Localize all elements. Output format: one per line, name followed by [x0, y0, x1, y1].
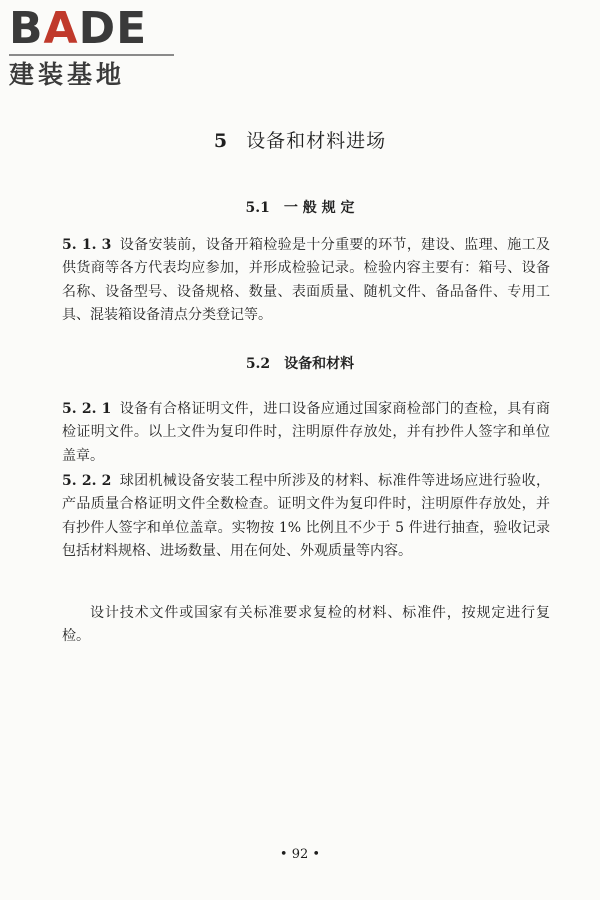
logo-divider: [9, 54, 174, 56]
clause-text: 球团机械设备安装工程中所涉及的材料、标准件等进场应进行验收，产品质量合格证明文件全数检查。证明文件为复印件时，注明原件存放处，并有抄件人签字和单位盖章。实物按 1% 比例且不少于 5 件进行抽查，验收记录包括材料规格、进场数量、用在何处、外观质量等内容。: [62, 473, 550, 560]
page-number-value: 92: [291, 847, 309, 862]
clause-number: 5. 2. 2: [62, 473, 112, 489]
page-number: • 92 •: [279, 847, 321, 862]
clause-text: 设备有合格证明文件，进口设备应通过国家商检部门的查检，具有商检证明文件。以上文件为复印件时，注明原件存放处，并有抄件人签字和单位盖章。: [62, 401, 550, 464]
section-number: 5.1: [245, 200, 270, 216]
section-number: 5.2: [245, 356, 271, 372]
section-title-text: 设备和材料: [284, 356, 355, 372]
clause-5-1-3: [62, 234, 550, 328]
brand-logo: [9, 4, 179, 92]
chapter-title: [0, 128, 600, 154]
section-title-5-1: [0, 198, 600, 218]
chapter-number: 5: [213, 130, 229, 152]
clause-5-2-2: [62, 470, 550, 564]
logo-wordmark: BADE: [9, 3, 148, 54]
clause-number: 5. 2. 1: [62, 401, 112, 417]
chapter-title-text: 设备和材料进场: [246, 130, 387, 152]
section-title-text: 一 般 规 定: [283, 200, 355, 216]
logo-accent-letter: A: [43, 3, 79, 54]
clause-number: 5. 1. 3: [62, 237, 112, 253]
logo-subtitle: 建装基地: [9, 60, 126, 89]
clause-5-2-1: [62, 398, 550, 468]
clause-text: 设备安装前，设备开箱检验是十分重要的环节，建设、监理、施工及供货商等各方代表均应参加，并形成检验记录。检验内容主要有：箱号、设备名称、设备型号、设备规格、数量、表面质量、随机文件、备品备件、专用工具、混装箱设备清点分类登记等。: [62, 237, 550, 324]
clause-note-text: 设计技术文件或国家有关标准要求复检的材料、标准件，按规定进行复检。: [62, 605, 550, 645]
clause-5-2-2-note: [62, 602, 550, 649]
section-title-5-2: [0, 354, 600, 374]
